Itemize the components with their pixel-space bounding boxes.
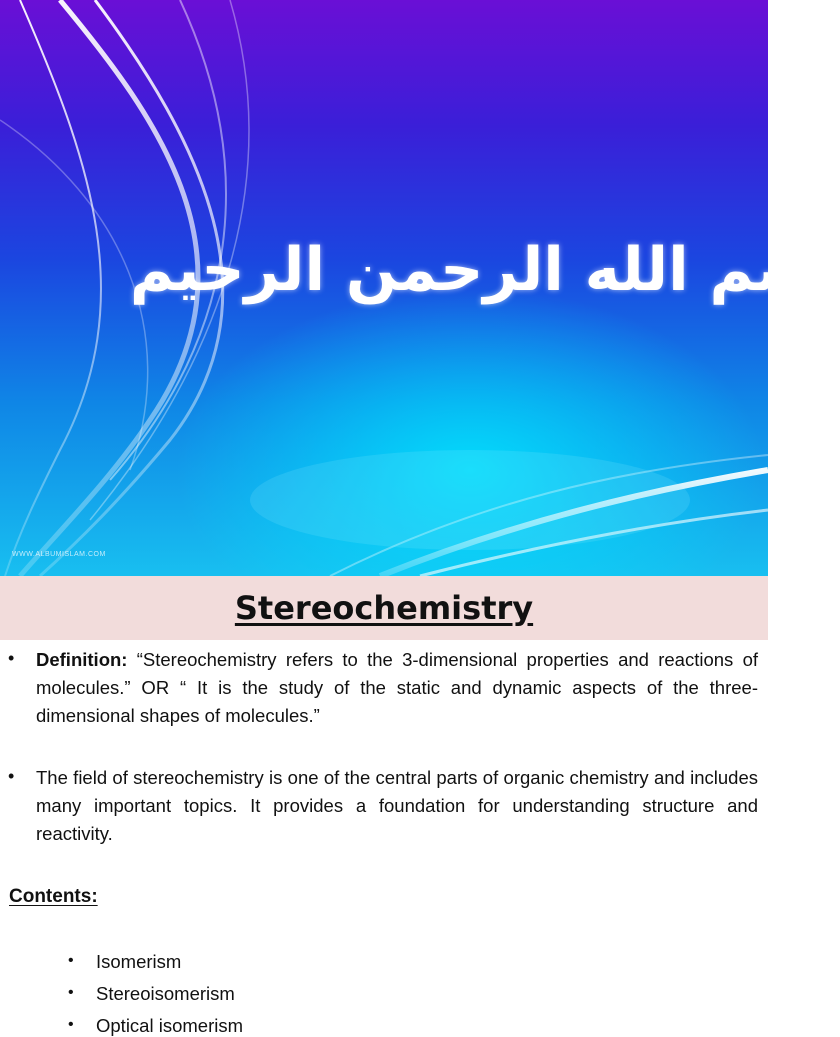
field-text: The field of stereochemistry is one of the central parts of organic chemistry and includes many important topics. It provides a foundation for understanding structure and reactivity. [36,767,758,844]
list-item: Stereoisomerism [96,983,235,1004]
field-paragraph [36,764,758,848]
title-band [0,576,768,640]
bullet-icon: • [68,984,74,1001]
bullet-icon: • [68,1016,74,1033]
slide-title: Stereochemistry [234,589,534,627]
bullet-icon: • [8,766,15,786]
calligraphy-text: بسم الله الرحمن الرحيم [129,235,840,305]
definition-label: Definition: [36,649,128,670]
list-item: Isomerism [96,951,182,972]
definition-text: “Stereochemistry refers to the 3-dimensional properties and reactions of molecules.” OR “ It is the study of the static and dynamic aspects of the three-dimensional shapes of molecules.” [36,649,758,726]
bullet-icon: • [68,952,74,969]
bullet-icon: • [8,648,15,668]
list-item: Optical isomerism [96,1015,243,1036]
contents-heading: Contents: [9,886,98,907]
definition-paragraph [36,646,758,730]
watermark-text: WWW.ALBUMISLAM.COM [12,551,106,558]
